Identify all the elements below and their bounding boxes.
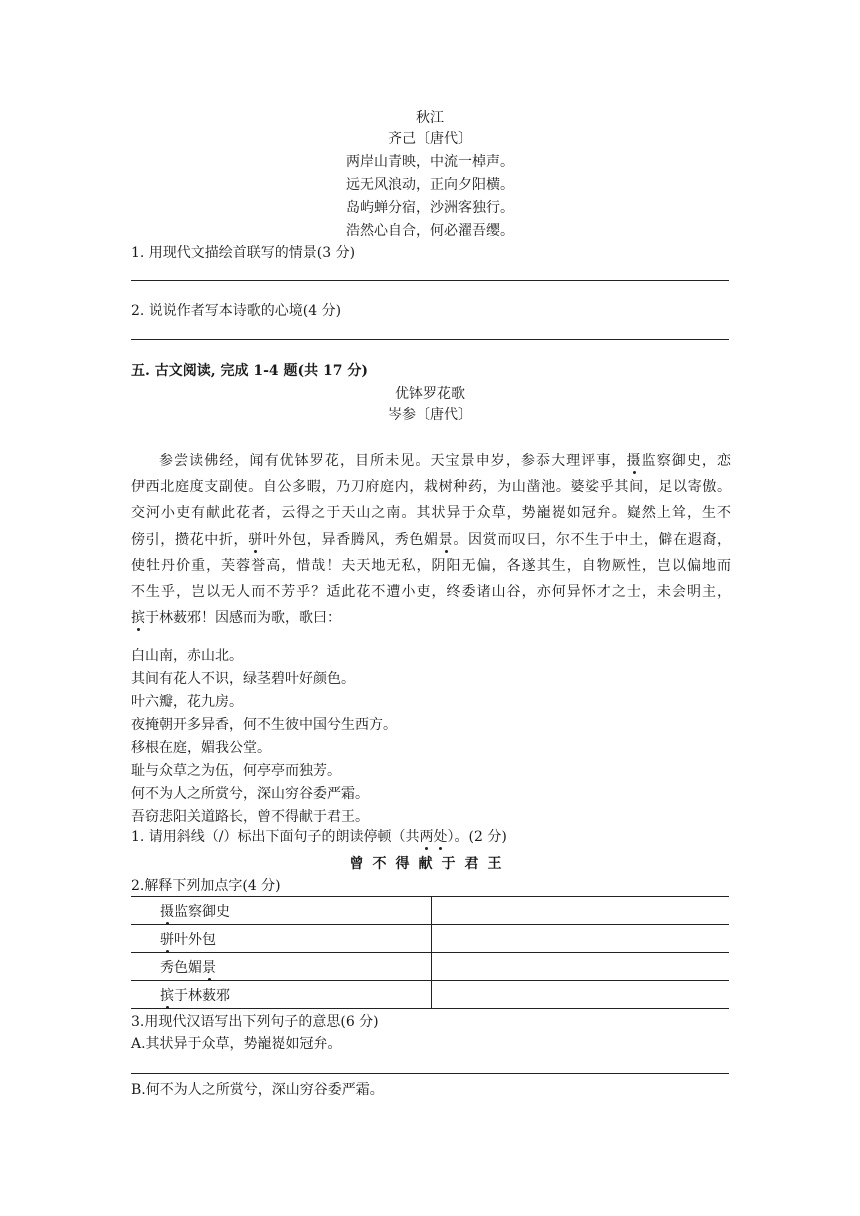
vocab-item: 摄监察御史 xyxy=(131,897,432,925)
table-row xyxy=(131,981,729,1009)
preface-line: 摈于林薮邪！因感而为歌，歌曰： xyxy=(131,610,341,627)
vocab-table xyxy=(131,896,729,1009)
poem1-author: 齐己〔唐代〕 xyxy=(388,131,472,147)
pause-sentence: 曾不得献于君王 xyxy=(349,856,511,872)
dotted-char: 景 xyxy=(438,531,454,548)
song-line: 叶六瓣，花九房。 xyxy=(131,694,243,710)
dotted-char: 摈 xyxy=(131,610,145,627)
poem1-title: 秋江 xyxy=(416,110,444,126)
song-line: 移根在庭，媚我公堂。 xyxy=(131,740,271,756)
song-line: 其间有花人不识，绿茎碧叶好颜色。 xyxy=(131,671,355,687)
answer-cell[interactable] xyxy=(432,981,730,1009)
vocab-item: 秀色媚景 xyxy=(131,953,432,981)
answer-cell[interactable] xyxy=(432,953,730,981)
translate-a: A.其状异于众草，势巃嵸如冠弁。 xyxy=(131,1036,342,1052)
poem2-author: 岑参〔唐代〕 xyxy=(388,407,472,423)
preface-line: 伊西北庭度支副使。自公多暇，乃刀府庭内，栽树种药，为山凿池。婆娑乎其间，足以寄傲。 xyxy=(131,479,731,496)
vocab-item: 摈于林薮邪 xyxy=(131,981,432,1009)
poem2-title: 优钵罗花歌 xyxy=(395,386,465,402)
table-row xyxy=(131,897,729,925)
poem1-line: 两岸山青映，中流一棹声。 xyxy=(346,154,514,170)
preface-paragraph xyxy=(131,448,731,631)
poem1-line: 岛屿蝉分宿，沙洲客独行。 xyxy=(346,200,514,216)
song-line: 白山南，赤山北。 xyxy=(131,648,243,664)
question-translate: 3.用现代汉语写出下列句子的意思(6 分) xyxy=(131,1014,379,1030)
song-line: 夜掩朝开多异香，何不生彼中国兮生西方。 xyxy=(131,717,397,733)
answer-cell[interactable] xyxy=(432,897,730,925)
dotted-char: 摄 xyxy=(160,903,174,920)
poem1-line: 远无风浪动，正向夕阳横。 xyxy=(346,177,514,193)
table-row xyxy=(131,925,729,953)
question-1: 1. 用现代文描绘首联写的情景(3 分) xyxy=(131,245,356,261)
dotted-char: 处 xyxy=(433,829,448,845)
table-row xyxy=(131,953,729,981)
answer-line xyxy=(131,339,729,340)
answer-cell[interactable] xyxy=(432,925,730,953)
preface-line: 不生乎，岂以无人而不芳乎？适此花不遭小吏，终委诸山谷，亦何异怀才之士，未会明主， xyxy=(131,584,731,601)
song-line: 吾窃悲阳关道路长，曾不得献于君王。 xyxy=(131,809,369,825)
answer-line xyxy=(131,1073,729,1074)
dotted-char: 两 xyxy=(419,829,434,845)
dotted-char: 骈 xyxy=(160,931,174,948)
question-2: 2. 说说作者写本诗歌的心境(4 分) xyxy=(131,303,342,319)
dotted-char: 骈 xyxy=(248,531,263,548)
dotted-char: 摄 xyxy=(626,453,642,469)
preface-line: 交河小吏有献此花者，云得之于天山之南。其状异于众草，势巃嵸如冠弁。嶷然上耸，生不 xyxy=(131,505,731,522)
dotted-char: 摈 xyxy=(160,987,174,1004)
question-pause: 1. 请用斜线（/）标出下面句子的朗读停顿（共两处）。(2 分) xyxy=(131,829,507,845)
song-line: 耻与众草之为伍，何亭亭而独芳。 xyxy=(131,763,341,779)
vocab-item: 骈叶外包 xyxy=(131,925,432,953)
preface-line: 参尝读佛经，闻有优钵罗花，目所未见。天宝景申岁，参忝大理评事，摄监察御史，恋 xyxy=(159,453,732,469)
section-heading: 五. 古文阅读, 完成 1-4 题(共 17 分) xyxy=(131,363,369,379)
poem1-line: 浩然心自合，何必濯吾缨。 xyxy=(346,223,514,239)
song-line: 何不为人之所赏兮，深山穷谷委严霜。 xyxy=(131,786,369,802)
preface-line: 傍引，攒花中折，骈叶外包，异香腾风，秀色媚景。因赏而叹曰，尔不生于中土，僻在遐裔， xyxy=(131,531,732,548)
translate-b: B.何不为人之所赏兮，深山穷谷委严霜。 xyxy=(131,1082,384,1098)
dotted-char: 景 xyxy=(202,959,216,976)
preface-line: 使牡丹价重，芙蓉誉高，惜哉！夫天地无私，阴阳无偏，各遂其生，自物厥性，岂以偏地而 xyxy=(131,557,731,574)
question-vocab: 2.解释下列加点字(4 分) xyxy=(131,878,281,894)
answer-line xyxy=(131,280,729,281)
